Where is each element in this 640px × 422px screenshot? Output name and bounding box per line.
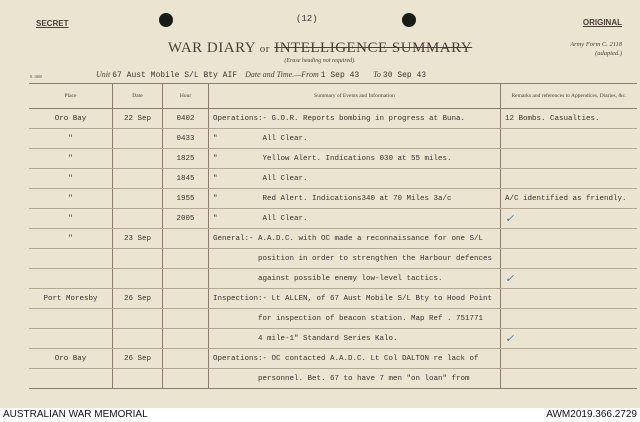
cell-place: " xyxy=(29,209,113,228)
cell-summary: " Red Alert. Indications340 at 70 Miles 3a/c xyxy=(209,189,501,208)
table-row xyxy=(29,169,637,189)
cell-date: 22 Sep xyxy=(113,109,163,128)
cell-place xyxy=(29,309,113,328)
table-row xyxy=(29,329,637,349)
cell-remarks xyxy=(501,229,637,248)
unit-value: 67 Aust Mobile S/L Bty AIF xyxy=(112,71,238,80)
cell-summary: " All Clear. xyxy=(209,129,501,148)
cell-hour xyxy=(163,309,209,328)
col-summary: Summary of Events and Information xyxy=(209,84,501,108)
cell-place: " xyxy=(29,129,113,148)
cell-summary: position in order to strengthen the Harbour defences xyxy=(209,249,501,268)
cell-summary: Inspection:- Lt ALLEN, of 67 Aust Mobile S/L Bty to Hood Point xyxy=(209,289,501,308)
date-from: 1 Sep 43 xyxy=(320,71,360,80)
army-form-number: Army Form C. 2118 xyxy=(570,41,622,48)
print-number: 8. 1800 xyxy=(30,74,42,79)
cell-hour xyxy=(163,229,209,248)
cell-summary: " All Clear. xyxy=(209,209,501,228)
column-headers xyxy=(29,84,637,109)
original-label: ORIGINAL xyxy=(582,18,622,27)
cell-remarks xyxy=(501,309,637,328)
cell-place: " xyxy=(29,189,113,208)
cell-place: Port Moresby xyxy=(29,289,113,308)
cell-hour: 2005 xyxy=(163,209,209,228)
cell-date xyxy=(113,309,163,328)
cell-place xyxy=(29,369,113,388)
page-title xyxy=(0,40,640,57)
cell-date: 23 Sep xyxy=(113,229,163,248)
cell-date xyxy=(113,249,163,268)
table-body xyxy=(29,109,637,388)
cell-place xyxy=(29,329,113,348)
cell-hour xyxy=(163,289,209,308)
cell-summary: Operations:- OC contacted A.A.D.C. Lt Col DALTON re lack of xyxy=(209,349,501,368)
diary-table xyxy=(29,83,637,389)
cell-remarks xyxy=(501,169,637,188)
cell-date xyxy=(113,129,163,148)
cell-place: " xyxy=(29,169,113,188)
cell-date xyxy=(113,369,163,388)
cell-summary: " All Clear. xyxy=(209,169,501,188)
cell-date xyxy=(113,269,163,288)
footer-left: AUSTRALIAN WAR MEMORIAL xyxy=(3,409,148,420)
punch-hole-left xyxy=(159,13,173,27)
cell-place xyxy=(29,249,113,268)
cell-hour: 1955 xyxy=(163,189,209,208)
table-row xyxy=(29,109,637,129)
table-row xyxy=(29,249,637,269)
cell-summary: against possible enemy low-level tactics. xyxy=(209,269,501,288)
cell-date: 26 Sep xyxy=(113,349,163,368)
cell-summary: " Yellow Alert. Indications 030 at 55 miles. xyxy=(209,149,501,168)
cell-date xyxy=(113,329,163,348)
cell-remarks xyxy=(501,289,637,308)
cell-hour: 1825 xyxy=(163,149,209,168)
unit-label: Unit xyxy=(96,70,111,79)
unit-line xyxy=(96,70,426,80)
cell-remarks xyxy=(501,129,637,148)
army-form-note: (adapted.) xyxy=(595,50,622,57)
title-struck: INTELLIGENCE SUMMARY xyxy=(274,40,473,56)
cell-date xyxy=(113,169,163,188)
footer-right: AWM2019.366.2729 xyxy=(546,409,637,420)
cell-date xyxy=(113,149,163,168)
cell-summary: 4 mile-1" Standard Series Kalo. xyxy=(209,329,501,348)
cell-place: Oro Bay xyxy=(29,109,113,128)
cell-date: 26 Sep xyxy=(113,289,163,308)
cell-hour xyxy=(163,329,209,348)
cell-place: Oro Bay xyxy=(29,349,113,368)
cell-hour xyxy=(163,249,209,268)
cell-remarks: A/C identified as friendly. xyxy=(505,194,627,203)
cell-summary: Operations:- G.O.R. Reports bombing in progress at Buna. xyxy=(209,109,501,128)
col-place: Place xyxy=(29,84,113,108)
cell-remarks: ✓ xyxy=(505,333,515,345)
table-row xyxy=(29,309,637,329)
cell-place xyxy=(29,269,113,288)
col-hour: Hour xyxy=(163,84,209,108)
punch-hole-right xyxy=(402,13,416,27)
cell-remarks xyxy=(501,369,637,388)
date-to: 30 Sep 43 xyxy=(382,71,427,80)
cell-hour xyxy=(163,349,209,368)
col-remarks: Remarks and references to Appendices, Diaries, &c. xyxy=(511,92,627,99)
table-row xyxy=(29,349,637,369)
cell-hour xyxy=(163,269,209,288)
table-row xyxy=(29,229,637,249)
secret-label: SECRET xyxy=(36,19,69,28)
table-row xyxy=(29,369,637,388)
cell-hour xyxy=(163,369,209,388)
cell-date xyxy=(113,189,163,208)
cell-hour: 0402 xyxy=(163,109,209,128)
table-row xyxy=(29,269,637,289)
date-label: Date and Time.—From xyxy=(245,70,319,79)
cell-summary: personnel. Bet. 67 to have 7 men "on loan" from xyxy=(209,369,501,388)
page-subtitle: (Erase heading not required). xyxy=(284,58,356,64)
cell-place: " xyxy=(29,229,113,248)
army-form-label xyxy=(570,40,622,58)
col-date: Date xyxy=(113,84,163,108)
cell-remarks xyxy=(501,349,637,368)
cell-date xyxy=(113,209,163,228)
table-row xyxy=(29,149,637,169)
cell-remarks xyxy=(501,149,637,168)
cell-remarks xyxy=(501,249,637,268)
table-row xyxy=(29,209,637,229)
cell-summary: for inspection of beacon station. Map Ref . 751771 xyxy=(209,309,501,328)
cell-remarks: ✓ xyxy=(505,273,515,285)
table-row xyxy=(29,189,637,209)
cell-hour: 1845 xyxy=(163,169,209,188)
title-war-diary: WAR DIARY xyxy=(167,40,256,56)
page-number: (12) xyxy=(296,14,318,24)
cell-hour: 0433 xyxy=(163,129,209,148)
table-row xyxy=(29,129,637,149)
cell-remarks: ✓ xyxy=(505,213,515,225)
cell-place: " xyxy=(29,149,113,168)
to-label: To xyxy=(373,70,381,79)
cell-remarks: 12 Bombs. Casualties. xyxy=(505,114,600,123)
table-row xyxy=(29,289,637,309)
title-or: or xyxy=(259,43,270,55)
cell-summary: General:- A.A.D.C. with OC made a reconnaissance for one S/L xyxy=(209,229,501,248)
